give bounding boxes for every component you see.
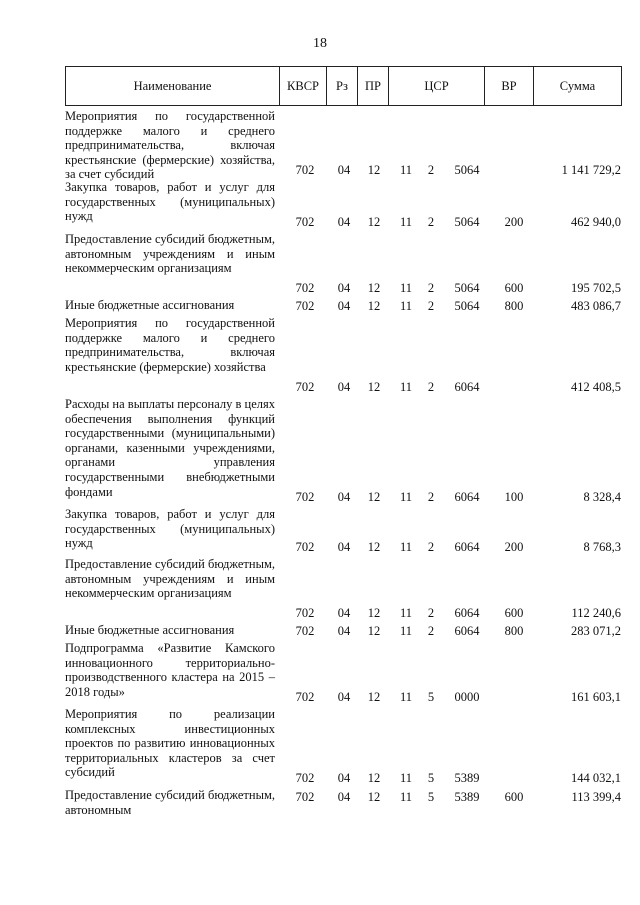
row-kvsr: 702 [295,490,315,504]
row-vr: 600 [504,281,524,295]
row-name: Иные бюджетные ассигнования [65,623,235,637]
row-pr: 12 [367,163,381,177]
table-row [65,107,621,182]
row-rz: 04 [337,606,351,620]
table-row [65,705,621,786]
row-pr: 12 [367,281,381,295]
header-sum: Сумма [534,67,622,106]
row-csr-program: 11 [399,380,413,394]
row-name: Предоставление субсидий бюджетным, автономным учреждениям и иным некоммерческим организациям [65,557,275,601]
row-rz: 04 [337,299,351,313]
row-kvsr: 702 [295,281,315,295]
row-name: Закупка товаров, работ и услуг для государственных (муниципальных) нужд [65,507,275,551]
header-vr: ВР [485,67,534,106]
row-kvsr: 702 [295,624,315,638]
row-csr-program: 11 [399,790,413,804]
row-name: Подпрограмма «Развитие Камского инновационного территориально-производственного кластера на 2015 – 2018 годы» [65,641,275,699]
row-kvsr: 702 [295,540,315,554]
row-kvsr: 702 [295,215,315,229]
row-name: Мероприятия по государственной поддержке малого и среднего предпринимательства, включая крестьянские (фермерские) хозяйства [65,316,275,374]
header-pr: ПР [358,67,389,106]
row-csr-subprogram: 5 [427,771,435,785]
table-row [65,639,621,705]
row-kvsr: 702 [295,771,315,785]
table-row [65,178,621,230]
row-csr-program: 11 [399,215,413,229]
row-pr: 12 [367,380,381,394]
row-pr: 12 [367,771,381,785]
row-csr-subprogram: 2 [427,490,435,504]
row-rz: 04 [337,215,351,229]
row-sum: 1 141 729,2 [561,163,621,177]
table-row [65,314,621,395]
row-kvsr: 702 [295,380,315,394]
row-csr-subprogram: 2 [427,380,435,394]
row-rz: 04 [337,490,351,504]
header-csr: ЦСР [389,67,485,106]
row-csr-subprogram: 2 [427,281,435,295]
row-sum: 161 603,1 [571,690,621,704]
table-body [65,107,621,820]
row-name: Мероприятия по государственной поддержке малого и среднего предпринимательства, включая крестьянские (фермерские) хозяйства, за счет субсидий [65,109,275,182]
row-csr-program: 11 [399,490,413,504]
row-rz: 04 [337,540,351,554]
row-vr: 800 [504,624,524,638]
row-rz: 04 [337,690,351,704]
row-kvsr: 702 [295,606,315,620]
row-csr-code: 6064 [454,380,480,394]
table-header [65,66,622,106]
row-sum: 8 328,4 [583,490,621,504]
row-csr-code: 6064 [454,624,480,638]
row-sum: 112 240,6 [571,606,621,620]
header-kvsr: КВСР [280,67,327,106]
row-pr: 12 [367,790,381,804]
row-sum: 483 086,7 [571,299,621,313]
row-kvsr: 702 [295,299,315,313]
row-csr-subprogram: 2 [427,540,435,554]
row-csr-code: 5064 [454,163,480,177]
row-name: Предоставление субсидий бюджетным, автономным учреждениям и иным некоммерческим организациям [65,232,275,276]
row-vr: 600 [504,790,524,804]
table-row [65,395,621,505]
row-name: Расходы на выплаты персоналу в целях обеспечения выполнения функций государственными (муниципальными) органами, казенными учреждениями, органами управления государственными внебюджетными фондами [65,397,275,499]
row-name: Мероприятия по реализации комплексных инвестиционных проектов по развитию инновационных территориальных кластеров за счет субсидий [65,707,275,780]
row-sum: 412 408,5 [571,380,621,394]
page-number: 18 [313,36,327,51]
row-sum: 283 071,2 [571,624,621,638]
row-csr-code: 5389 [454,790,480,804]
row-csr-code: 5389 [454,771,480,785]
row-vr: 600 [504,606,524,620]
row-name: Иные бюджетные ассигнования [65,298,235,312]
row-vr: 200 [504,215,524,229]
row-csr-program: 11 [399,163,413,177]
row-csr-code: 5064 [454,299,480,313]
row-rz: 04 [337,163,351,177]
row-csr-subprogram: 2 [427,215,435,229]
row-csr-subprogram: 2 [427,299,435,313]
header-rz: Рз [327,67,358,106]
row-name: Закупка товаров, работ и услуг для государственных (муниципальных) нужд [65,180,275,224]
row-rz: 04 [337,380,351,394]
row-pr: 12 [367,540,381,554]
table-row [65,296,621,314]
row-kvsr: 702 [295,690,315,704]
row-rz: 04 [337,281,351,295]
row-csr-subprogram: 2 [427,606,435,620]
row-csr-subprogram: 5 [427,690,435,704]
row-rz: 04 [337,624,351,638]
row-pr: 12 [367,606,381,620]
row-csr-program: 11 [399,690,413,704]
row-csr-program: 11 [399,624,413,638]
row-csr-program: 11 [399,540,413,554]
table-row [65,230,621,296]
row-sum: 8 768,3 [583,540,621,554]
row-sum: 195 702,5 [571,281,621,295]
row-vr: 800 [504,299,524,313]
row-rz: 04 [337,771,351,785]
row-sum: 144 032,1 [571,771,621,785]
table-row [65,621,621,639]
row-vr: 200 [504,540,524,554]
row-csr-code: 0000 [454,690,480,704]
row-pr: 12 [367,690,381,704]
row-csr-code: 5064 [454,281,480,295]
row-vr: 100 [504,490,524,504]
table-row [65,786,621,820]
row-csr-code: 6064 [454,490,480,504]
row-pr: 12 [367,624,381,638]
row-pr: 12 [367,299,381,313]
row-csr-code: 6064 [454,606,480,620]
row-pr: 12 [367,215,381,229]
row-name: Предоставление субсидий бюджетным, автономным [65,788,275,817]
row-csr-program: 11 [399,299,413,313]
row-sum: 113 399,4 [571,790,621,804]
row-csr-code: 5064 [454,215,480,229]
row-rz: 04 [337,790,351,804]
row-csr-program: 11 [399,281,413,295]
row-csr-subprogram: 2 [427,624,435,638]
row-sum: 462 940,0 [571,215,621,229]
row-csr-subprogram: 5 [427,790,435,804]
header-name: Наименование [66,67,280,106]
row-pr: 12 [367,490,381,504]
table-row [65,505,621,555]
row-kvsr: 702 [295,790,315,804]
table-row [65,555,621,621]
row-csr-subprogram: 2 [427,163,435,177]
row-csr-program: 11 [399,771,413,785]
row-csr-program: 11 [399,606,413,620]
row-csr-code: 6064 [454,540,480,554]
row-kvsr: 702 [295,163,315,177]
